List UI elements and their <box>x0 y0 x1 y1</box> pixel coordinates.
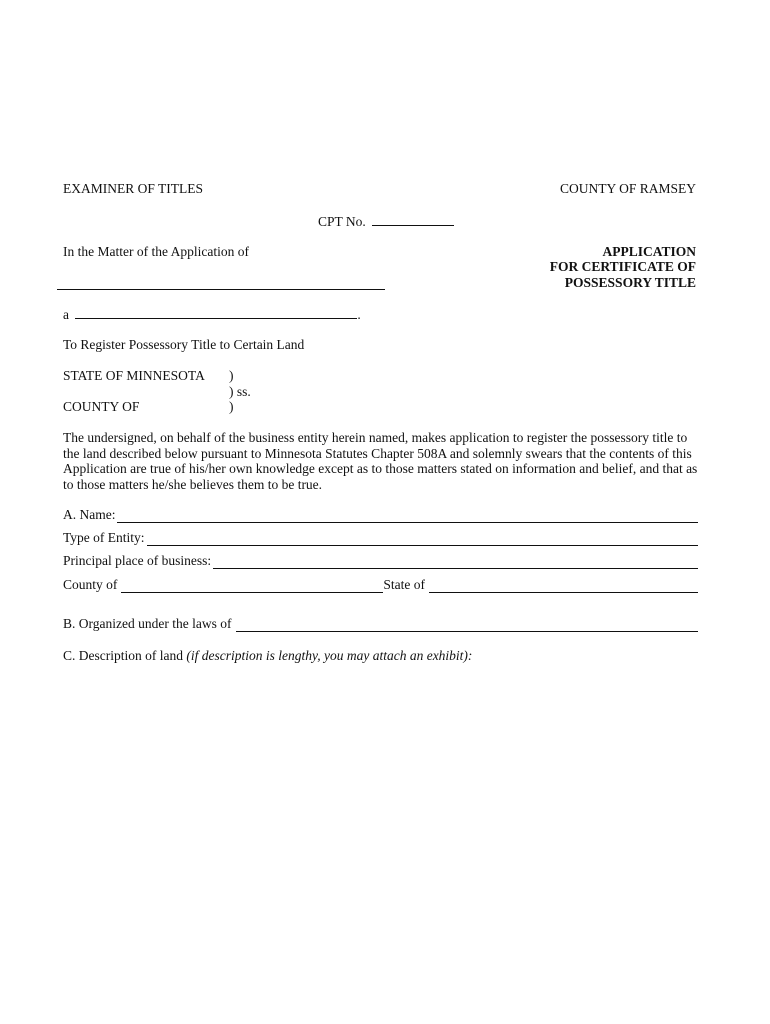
state-of-label: State of <box>383 577 426 592</box>
type-of-entity-input-line[interactable] <box>147 533 698 546</box>
title-line-3: POSSESSORY TITLE <box>564 275 696 290</box>
cpt-number-field <box>318 213 454 230</box>
title-line-1: APPLICATION <box>602 244 696 259</box>
principal-field-row <box>63 553 698 569</box>
description-label: C. Description of land <box>63 648 183 663</box>
entity-type-suffix: . <box>357 307 361 322</box>
name-input-line[interactable] <box>117 510 698 523</box>
cpt-blank-line <box>372 213 454 226</box>
oath-paragraph: The undersigned, on behalf of the business entity herein named, makes application to register the possessory title to the land described below pursuant to Minnesota Statutes Chapter 508A and solemnly swears that the contents of this Application are true of his/her own knowledge except as to those matters stated on information and belief, and that as to those matters he/she believes them to be true. <box>63 430 698 492</box>
entity-type-prefix: a <box>63 307 69 322</box>
venue-state: STATE OF MINNESOTA <box>63 368 205 383</box>
venue-paren-3: ) <box>229 399 234 414</box>
purpose-text: To Register Possessory Title to Certain Land <box>63 337 305 352</box>
applicant-name-line <box>57 289 385 290</box>
description-note: (if description is lengthy, you may attach an exhibit): <box>186 648 473 663</box>
county-input-line[interactable] <box>121 580 383 593</box>
title-line-2: FOR CERTIFICATE OF <box>549 259 696 274</box>
name-field-row <box>63 507 698 523</box>
venue-paren-1: ) <box>229 368 234 383</box>
venue-county: COUNTY OF <box>63 399 140 414</box>
examiner-of-titles-label: EXAMINER OF TITLES <box>63 181 203 196</box>
organized-under-input-line[interactable] <box>236 619 698 632</box>
cpt-label: CPT No. <box>318 214 366 229</box>
organized-under-label: B. Organized under the laws of <box>63 616 232 631</box>
county-of-ramsey-label: COUNTY OF RAMSEY <box>559 181 696 196</box>
name-label: A. Name: <box>63 507 116 522</box>
principal-place-label: Principal place of business: <box>63 553 212 568</box>
type-of-entity-label: Type of Entity: <box>63 530 145 545</box>
organized-field-row <box>63 616 698 632</box>
entity-type-line <box>63 306 361 323</box>
entity-field-row <box>63 530 698 546</box>
county-of-label: County of <box>63 577 118 592</box>
state-input-line[interactable] <box>429 580 698 593</box>
principal-place-input-line[interactable] <box>213 556 698 569</box>
matter-intro: In the Matter of the Application of <box>63 244 249 259</box>
entity-type-blank <box>75 306 357 319</box>
county-state-row <box>63 577 698 593</box>
venue-ss: ) ss. <box>229 384 251 399</box>
description-row <box>63 648 472 664</box>
